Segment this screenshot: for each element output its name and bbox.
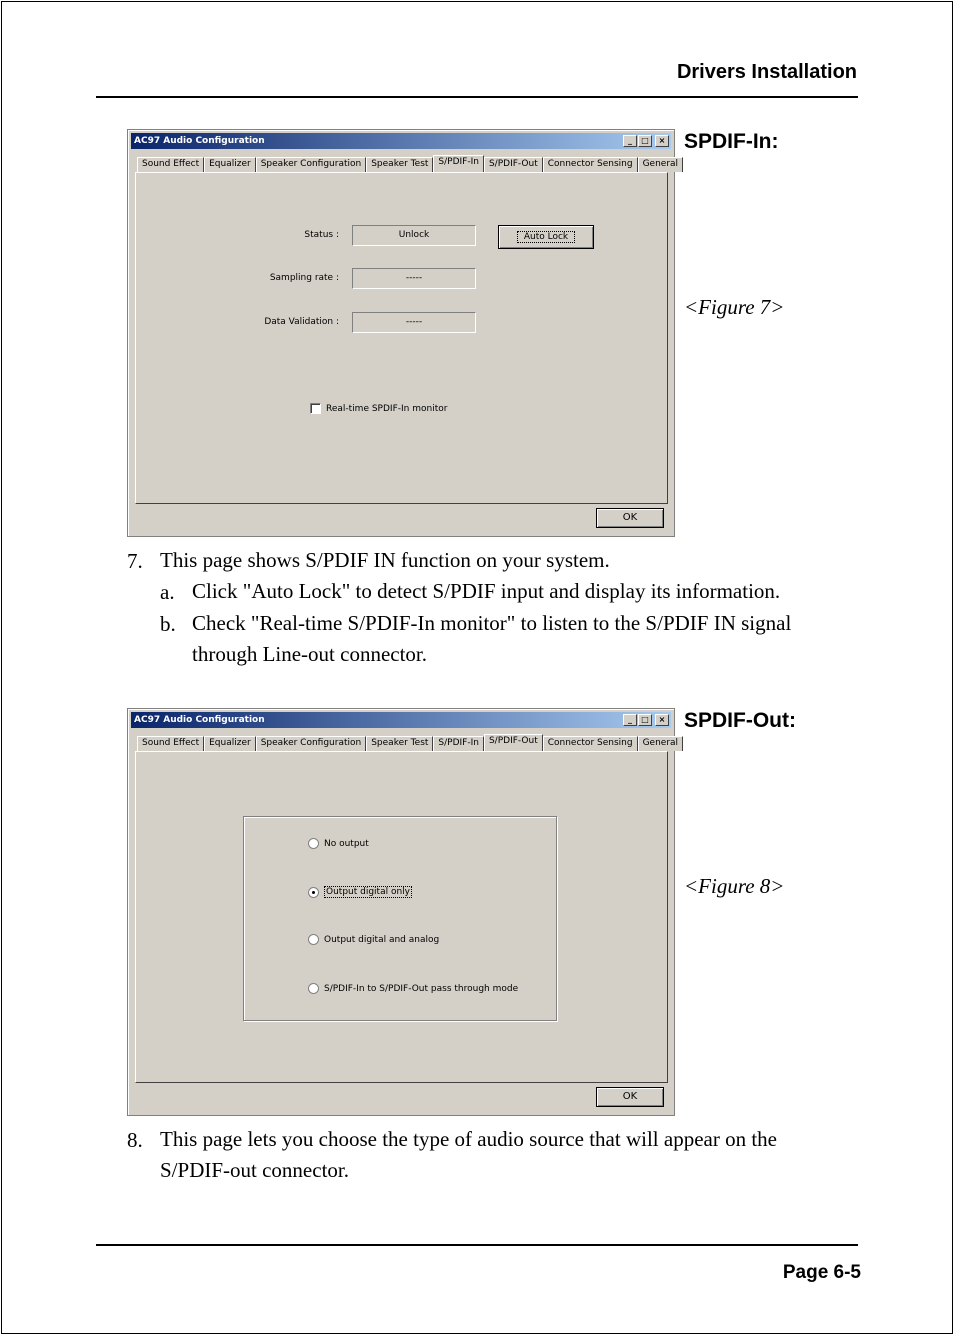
ok-button[interactable]: OK: [596, 508, 664, 528]
monitor-checkbox-row[interactable]: [310, 403, 447, 414]
radio-label: No output: [324, 838, 369, 849]
step-7b-mark: b.: [160, 612, 176, 636]
footer-rule: [96, 1244, 858, 1246]
close-icon[interactable]: ×: [655, 714, 669, 726]
spdif-in-title: SPDIF-In:: [684, 130, 779, 153]
minimize-icon[interactable]: _: [623, 714, 637, 726]
output-mode-group: [243, 816, 557, 1021]
header-title: Drivers Installation: [676, 61, 857, 83]
step-7a-mark: a.: [160, 580, 175, 604]
tab-speaker-configuration[interactable]: Speaker Configuration: [256, 736, 367, 751]
page-number: Page 6-5: [782, 1262, 861, 1283]
close-icon[interactable]: ×: [655, 135, 669, 147]
status-field: Unlock: [352, 225, 476, 246]
monitor-checkbox-label: Real-time SPDIF-In monitor: [326, 403, 448, 414]
dialog-titlebar: [131, 712, 671, 728]
radio-label: Output digital and analog: [324, 934, 440, 945]
tab-spdif-out[interactable]: S/PDIF-Out: [484, 734, 543, 751]
spdif-in-dialog: [127, 129, 679, 537]
spdif-out-title: SPDIF-Out:: [684, 709, 796, 732]
dialog-titlebar: [131, 133, 671, 149]
tab-connector-sensing[interactable]: Connector Sensing: [543, 736, 638, 751]
tab-spdif-out[interactable]: S/PDIF-Out: [484, 157, 543, 172]
minimize-icon[interactable]: _: [623, 135, 637, 147]
auto-lock-button[interactable]: [498, 225, 594, 249]
radio-label: Output digital only: [326, 887, 410, 897]
step-7b-line1: Check "Real-time S/PDIF-In monitor" to listen to the S/PDIF IN signal: [192, 611, 792, 635]
radio-button[interactable]: [308, 838, 319, 849]
tab-sound-effect[interactable]: Sound Effect: [137, 157, 204, 172]
radio-no-output[interactable]: [308, 838, 369, 849]
step-7a-text: Click "Auto Lock" to detect S/PDIF input and display its information.: [192, 579, 781, 603]
sampling-rate-label: Sampling rate :: [269, 273, 339, 283]
radio-label: S/PDIF-In to S/PDIF-Out pass through mode: [324, 983, 519, 994]
data-validation-label: Data Validation :: [264, 317, 339, 327]
spdif-out-dialog: [127, 708, 679, 1116]
auto-lock-label: Auto Lock: [517, 231, 575, 243]
step-8-number: 8.: [127, 1128, 143, 1152]
step-7-text: This page shows S/PDIF IN function on your system.: [160, 548, 610, 572]
dialog-title: AC97 Audio Configuration: [134, 715, 265, 725]
radio-button[interactable]: [308, 983, 319, 994]
tab-spdif-in[interactable]: S/PDIF-In: [433, 155, 484, 172]
step-7-number: 7.: [127, 549, 143, 573]
tab-speaker-test[interactable]: Speaker Test: [366, 157, 433, 172]
radio-pass-through[interactable]: [308, 983, 518, 994]
tab-equalizer[interactable]: Equalizer: [204, 736, 256, 751]
figure-7-caption: <Figure 7>: [684, 295, 785, 319]
tab-connector-sensing[interactable]: Connector Sensing: [543, 157, 638, 172]
tab-speaker-test[interactable]: Speaker Test: [366, 736, 433, 751]
step-7b-line2: through Line-out connector.: [192, 642, 428, 666]
tab-spdif-in[interactable]: S/PDIF-In: [433, 736, 484, 751]
data-validation-field: -----: [352, 312, 476, 333]
maximize-icon[interactable]: □: [638, 135, 652, 147]
tab-speaker-configuration[interactable]: Speaker Configuration: [256, 157, 367, 172]
figure-8-caption: <Figure 8>: [684, 874, 785, 898]
tab-strip: [137, 734, 683, 751]
radio-button[interactable]: [308, 934, 319, 945]
sampling-rate-field: -----: [352, 268, 476, 289]
header-rule: [96, 96, 858, 98]
ok-button[interactable]: OK: [596, 1087, 664, 1107]
tab-strip: [137, 155, 683, 172]
radio-output-digital-analog[interactable]: [308, 934, 439, 945]
step-8-line1: This page lets you choose the type of audio source that will appear on the: [160, 1127, 777, 1151]
tab-panel: [135, 172, 668, 504]
status-label: Status :: [304, 230, 339, 240]
monitor-checkbox[interactable]: [310, 403, 321, 414]
maximize-icon[interactable]: □: [638, 714, 652, 726]
tab-sound-effect[interactable]: Sound Effect: [137, 736, 204, 751]
dialog-title: AC97 Audio Configuration: [134, 136, 265, 146]
tab-panel: [135, 751, 668, 1083]
tab-equalizer[interactable]: Equalizer: [204, 157, 256, 172]
tab-general[interactable]: General: [638, 157, 683, 172]
step-8-line2: S/PDIF-out connector.: [160, 1158, 349, 1182]
tab-general[interactable]: General: [638, 736, 683, 751]
radio-button-selected[interactable]: [308, 887, 319, 898]
radio-output-digital-only[interactable]: [308, 886, 412, 898]
